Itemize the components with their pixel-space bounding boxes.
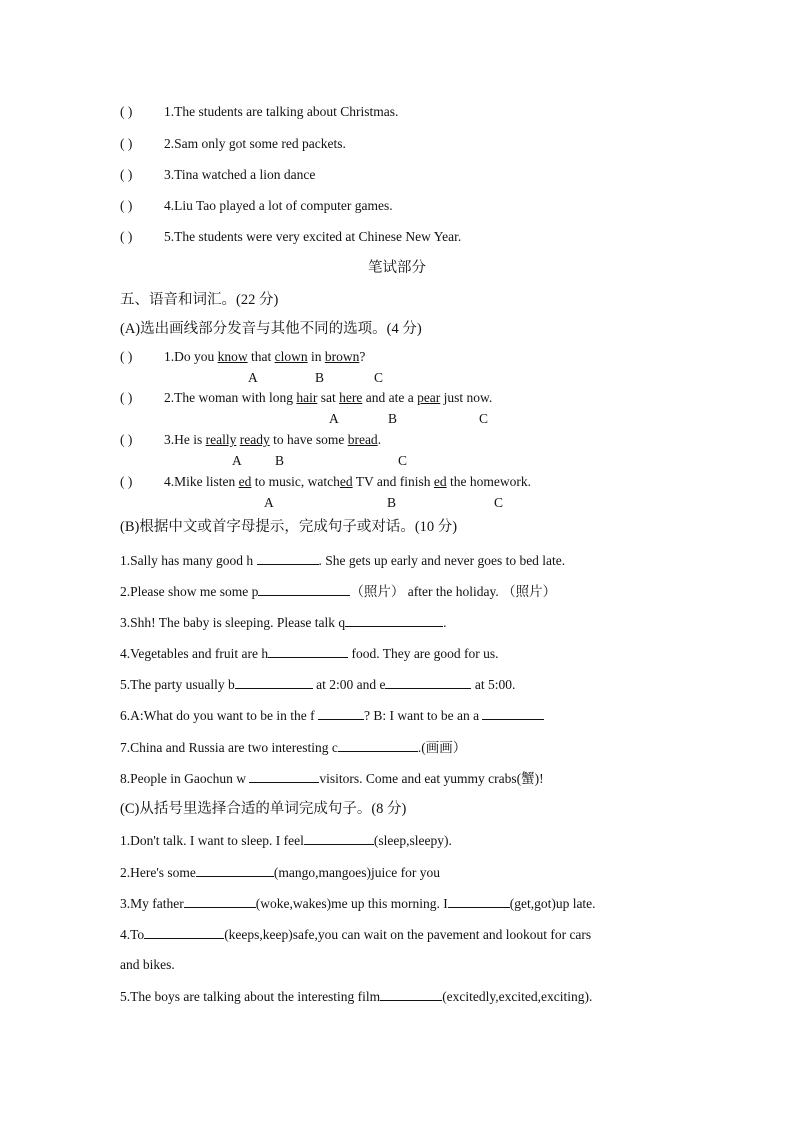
item-text: (mango,mangoes)juice for you <box>273 865 440 880</box>
answer-blank[interactable] <box>482 706 544 720</box>
item-text: 2.The woman with long <box>164 390 297 405</box>
listening-item-5 <box>120 228 461 246</box>
item-text: ? B: I want to be an a <box>363 708 483 723</box>
item-text: just now. <box>440 390 493 405</box>
option-letter-a: A <box>248 370 258 385</box>
answer-blank[interactable] <box>184 894 256 908</box>
section-c-title: (C)从括号里选择合适的单词完成句子。(8 分) <box>120 801 407 817</box>
option-a-word: ed <box>238 474 252 489</box>
item-text: sat <box>317 390 340 405</box>
answer-blank[interactable] <box>345 613 443 627</box>
section-5-title: 五、语音和词汇。(22 分) <box>120 292 279 308</box>
item-text: to music, watch <box>251 474 340 489</box>
item-text: . <box>443 615 447 630</box>
choice-item-3 <box>120 894 596 913</box>
item-text: (excitedly,excited,exciting). <box>442 989 593 1004</box>
item-text: 4.Mike listen <box>164 474 239 489</box>
phonics-item-4 <box>120 473 531 491</box>
item-text: 5.The party usually b <box>120 677 235 692</box>
item-text: 3.Shh! The baby is sleeping. Please talk q <box>120 615 346 630</box>
phonics-item-1 <box>120 348 365 366</box>
item-text: in <box>307 349 325 364</box>
listening-text: 2.Sam only got some red packets. <box>164 136 346 151</box>
section-a-title: (A)选出画线部分发音与其他不同的选项。(4 分) <box>120 321 422 337</box>
phonics-item-3 <box>120 431 381 449</box>
answer-blank[interactable] <box>258 582 350 596</box>
answer-paren[interactable]: ( ) <box>120 167 133 182</box>
answer-blank[interactable] <box>448 894 510 908</box>
item-text: (get,got)up late. <box>509 896 596 911</box>
fill-item-6 <box>120 706 544 725</box>
item-text: ? <box>359 349 366 364</box>
answer-paren[interactable]: ( ) <box>120 229 133 244</box>
option-c-word: brown <box>324 349 360 364</box>
listening-item-2 <box>120 135 346 153</box>
answer-paren[interactable]: ( ) <box>120 198 133 213</box>
fill-item-5 <box>120 675 515 694</box>
answer-blank[interactable] <box>196 863 274 877</box>
option-c-word: pear <box>417 390 441 405</box>
item-text: 1.Sally has many good h <box>120 553 257 568</box>
item-text: the homework. <box>446 474 531 489</box>
option-letter-b: B <box>275 453 285 468</box>
item-text: 7.China and Russia are two interesting c <box>120 740 338 755</box>
written-part-title: 笔试部分 <box>368 260 426 276</box>
item-text: . She gets up early and never goes to bed late. <box>318 553 566 568</box>
fill-item-8 <box>120 769 544 788</box>
option-letter-a: A <box>264 495 274 510</box>
item-text: （照片） after the holiday. （照片） <box>350 584 557 599</box>
listening-item-1 <box>120 103 398 121</box>
item-text: at 5:00. <box>471 677 516 692</box>
answer-blank[interactable] <box>235 675 313 689</box>
answer-blank[interactable] <box>338 738 418 752</box>
item-text: 3.My father <box>120 896 184 911</box>
listening-item-3 <box>120 166 315 184</box>
option-letter-c: C <box>494 495 504 510</box>
option-letter-b: B <box>387 495 397 510</box>
answer-blank[interactable] <box>249 769 319 783</box>
choice-item-5 <box>120 987 592 1006</box>
answer-paren[interactable]: ( ) <box>120 136 133 151</box>
choice-item-4-continued <box>120 956 175 974</box>
listening-text: 5.The students were very excited at Chinese New Year. <box>164 229 462 244</box>
item-text: (keeps,keep)safe,you can wait on the pavement and lookout for cars <box>224 927 592 942</box>
listening-item-4 <box>120 197 393 215</box>
fill-item-2 <box>120 582 556 601</box>
section-b-title: (B)根据中文或首字母提示，完成句子或对话。(10 分) <box>120 519 458 535</box>
answer-blank[interactable] <box>304 831 374 845</box>
option-c-word: bread <box>347 432 378 447</box>
item-text: food. They are good for us. <box>348 646 499 661</box>
answer-paren[interactable]: ( ) <box>120 104 133 119</box>
fill-item-1 <box>120 551 565 570</box>
listening-text: 4.Liu Tao played a lot of computer games. <box>164 198 393 213</box>
option-letter-b: B <box>315 370 325 385</box>
option-a-word: really <box>205 432 237 447</box>
item-text: (woke,wakes)me up this morning. I <box>255 896 448 911</box>
option-b-word: ready <box>239 432 270 447</box>
item-text: at 2:00 and e <box>312 677 386 692</box>
option-c-word: ed <box>433 474 447 489</box>
item-text: 2.Please show me some p <box>120 584 259 599</box>
option-b-word: here <box>339 390 363 405</box>
item-text: that <box>247 349 275 364</box>
item-text: (sleep,sleepy). <box>373 833 452 848</box>
item-text: 5.The boys are talking about the interesting film <box>120 989 381 1004</box>
fill-item-3 <box>120 613 446 632</box>
choice-item-4 <box>120 925 591 944</box>
item-text: 6.A:What do you want to be in the f <box>120 708 318 723</box>
answer-blank[interactable] <box>385 675 471 689</box>
item-text: to have some <box>269 432 348 447</box>
option-a-word: know <box>217 349 248 364</box>
option-letter-b: B <box>388 411 398 426</box>
answer-blank[interactable] <box>257 551 319 565</box>
fill-item-7 <box>120 738 466 757</box>
answer-paren[interactable]: ( ) <box>120 432 133 447</box>
option-b-word: ed <box>339 474 353 489</box>
item-text: and bikes. <box>120 957 175 972</box>
item-text: and ate a <box>362 390 418 405</box>
listening-text: 1.The students are talking about Christmas. <box>164 104 399 119</box>
option-letter-c: C <box>398 453 408 468</box>
answer-paren[interactable]: ( ) <box>120 390 133 405</box>
answer-blank[interactable] <box>318 706 364 720</box>
option-letter-a: A <box>329 411 339 426</box>
item-text: TV and finish <box>352 474 434 489</box>
item-text: 4.Vegetables and fruit are h <box>120 646 269 661</box>
item-text: visitors. Come and eat yummy crabs(蟹)! <box>319 771 544 786</box>
option-letter-c: C <box>374 370 384 385</box>
item-text: 1.Don't talk. I want to sleep. I feel <box>120 833 304 848</box>
answer-blank[interactable] <box>380 987 442 1001</box>
fill-item-4 <box>120 644 499 663</box>
option-letter-a: A <box>232 453 242 468</box>
item-text: .(画画） <box>417 740 467 755</box>
phonics-item-2 <box>120 389 492 407</box>
listening-text: 3.Tina watched a lion dance <box>164 167 316 182</box>
choice-item-1 <box>120 831 452 850</box>
item-text: 8.People in Gaochun w <box>120 771 250 786</box>
option-a-word: hair <box>296 390 318 405</box>
item-text: 2.Here's some <box>120 865 196 880</box>
choice-item-2 <box>120 863 440 882</box>
item-text: 3.He is <box>164 432 206 447</box>
item-text: . <box>377 432 382 447</box>
item-text: 1.Do you <box>164 349 218 364</box>
answer-paren[interactable]: ( ) <box>120 349 133 364</box>
answer-paren[interactable]: ( ) <box>120 474 133 489</box>
answer-blank[interactable] <box>144 925 224 939</box>
option-letter-c: C <box>479 411 489 426</box>
item-text: 4.To <box>120 927 145 942</box>
answer-blank[interactable] <box>268 644 348 658</box>
option-b-word: clown <box>274 349 308 364</box>
